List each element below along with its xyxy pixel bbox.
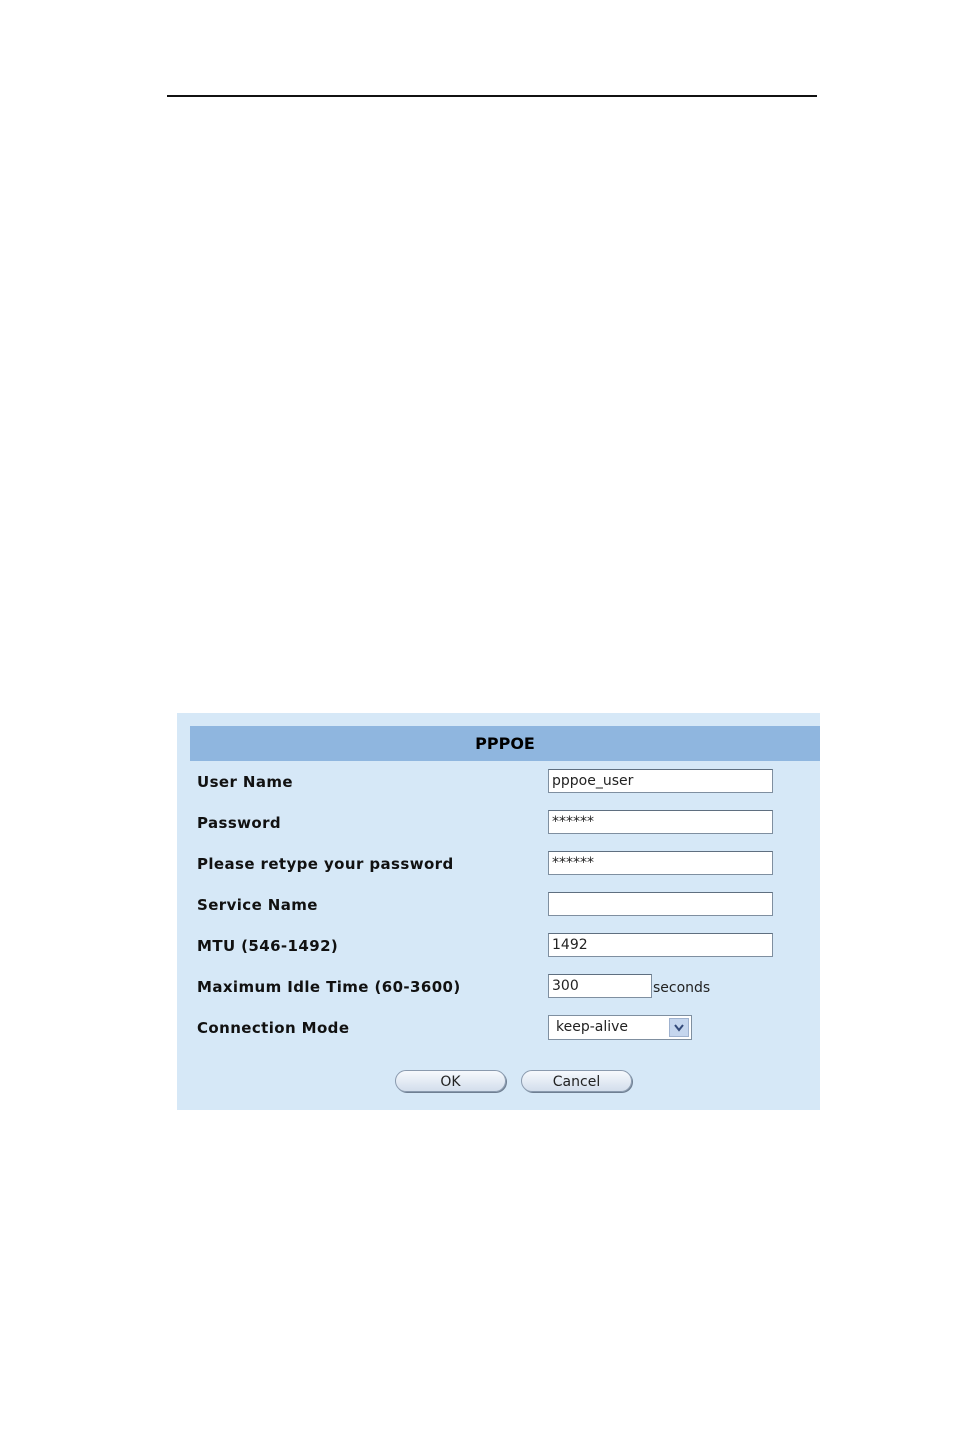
ok-button[interactable]: OK	[395, 1070, 506, 1092]
top-rule	[167, 95, 817, 97]
connection-mode-label: Connection Mode	[197, 1019, 350, 1037]
connection-mode-select[interactable]	[548, 1015, 692, 1040]
password-row	[197, 809, 807, 837]
mtu-row	[197, 932, 807, 960]
connection-mode-value: keep-alive	[556, 1019, 629, 1035]
user-name-input[interactable]: pppoe_user	[548, 769, 773, 793]
connection-mode-row	[197, 1014, 807, 1042]
retype-password-label: Please retype your password	[197, 855, 454, 873]
idle-time-input[interactable]: 300	[548, 974, 652, 998]
password-label: Password	[197, 814, 282, 832]
mtu-label: MTU (546-1492)	[197, 937, 339, 955]
mtu-input[interactable]: 1492	[548, 933, 773, 957]
panel-title: PPPOE	[190, 726, 820, 761]
password-input[interactable]: ******	[548, 810, 773, 834]
user-name-label: User Name	[197, 773, 293, 791]
idle-time-unit: seconds	[653, 980, 711, 996]
chevron-down-icon[interactable]	[669, 1018, 689, 1037]
service-name-input[interactable]	[548, 892, 773, 916]
user-name-row	[197, 768, 807, 796]
cancel-button[interactable]: Cancel	[521, 1070, 632, 1092]
idle-time-row	[197, 973, 807, 1001]
retype-password-row	[197, 850, 807, 878]
service-name-label: Service Name	[197, 896, 318, 914]
pppoe-panel	[177, 713, 820, 1110]
idle-time-label: Maximum Idle Time (60-3600)	[197, 978, 461, 996]
service-name-row	[197, 891, 807, 919]
retype-password-input[interactable]: ******	[548, 851, 773, 875]
